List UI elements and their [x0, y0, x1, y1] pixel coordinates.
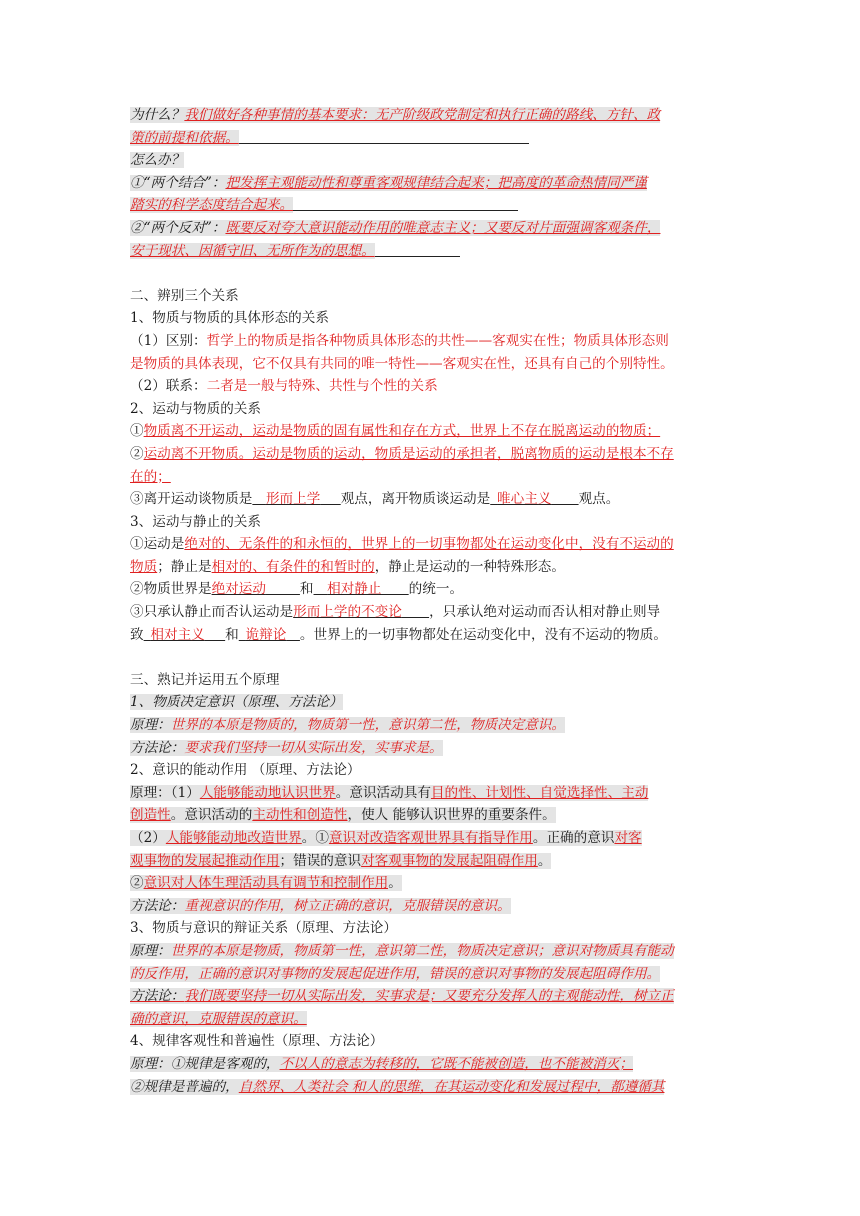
blank-line: [375, 242, 460, 257]
answer-text: 把发挥主观能动性和尊重客观规律结合起来；把高度的革命热情同严谨: [225, 174, 647, 191]
doc-line: [130, 940, 732, 963]
text: ①“两个结合”：: [130, 174, 226, 191]
doc-line: [130, 827, 732, 850]
text: ，只承认绝对运动而否认相对静止则导: [429, 604, 661, 621]
doc-line: [130, 624, 732, 647]
answer-text: 主动性和创造性: [252, 807, 348, 824]
answer-text: 绝对的、无条件的和永恒的，世界上的一切事物都处在运动变化中，没有不运动的: [184, 536, 674, 553]
doc-line: [130, 443, 732, 466]
text: 原理：: [130, 717, 171, 734]
answer-text: 相对主义: [150, 626, 205, 643]
answer-text: 策的前提和依据。: [130, 129, 239, 146]
answer-text: 创造性: [130, 807, 171, 824]
answer-text: 我们既要坚持一切从实际出发，实事求是；又要充分发挥人的主观能动性，树立正: [184, 988, 674, 1005]
text: 的统一。: [408, 581, 464, 598]
answer-text: 相对静止: [327, 581, 382, 598]
doc-line: [130, 804, 732, 827]
text: 和: [299, 581, 314, 598]
answer-text: 物质: [130, 558, 158, 575]
text: ②: [130, 445, 144, 462]
answer-text: 二者是一般与特殊、共性与个性的关系: [206, 378, 438, 395]
text: ；错误的意识: [279, 852, 362, 869]
doc-line: [130, 1008, 732, 1031]
text: 方法论：: [130, 988, 185, 1005]
text: ②物质世界是: [130, 581, 212, 598]
doc-line: [130, 194, 732, 217]
doc-line: [130, 488, 732, 511]
text: 为什么？: [130, 107, 185, 123]
doc-line: 是物质的具体表现，它不仅具有共同的唯一特性——客观实在性，还具有自己的个别特性。: [130, 355, 674, 372]
text: 致: [130, 626, 144, 643]
doc-line: [130, 420, 732, 443]
doc-line: [130, 1053, 732, 1076]
answer-text: 形而上学的不变论: [293, 604, 402, 621]
doc-line: [130, 850, 732, 873]
section-title: 二、辨别三个关系: [130, 287, 239, 304]
text: ，静止是运动的一种特殊形态。: [374, 558, 565, 575]
doc-line: [130, 782, 732, 805]
answer-text: 对客: [614, 830, 642, 846]
blank-line: [293, 196, 518, 211]
doc-line: [130, 895, 732, 918]
answer-text: 既要反对夸大意识能动作用的唯意志主义；又要反对片面强调客观条件，: [225, 219, 661, 236]
text: 。意识活动的: [170, 807, 253, 824]
text: 。世界上的一切事物都处在运动变化中，没有不运动的物质。: [299, 626, 667, 643]
doc-line: [130, 149, 732, 172]
doc-line: [130, 556, 732, 579]
answer-text: 确的意识，克服错误的意识。: [130, 1010, 307, 1027]
doc-line: [130, 127, 732, 150]
answer-text: 目的性、计划性、自觉选择性、主动: [430, 784, 649, 801]
document-page: [130, 104, 732, 1098]
subheading: 1、物质与物质的具体形态的关系: [130, 310, 329, 327]
answer-text: 绝对运动: [211, 581, 266, 598]
doc-line: [130, 375, 732, 398]
answer-text: 自然界、人类社会 和人的思维，在其运动变化和发展过程中，都遵循其: [238, 1078, 665, 1095]
text: 和: [225, 626, 239, 643]
text: ；静止是: [157, 558, 212, 575]
text: （2）联系：: [130, 378, 207, 395]
doc-line: [130, 872, 732, 895]
doc-line: [130, 985, 732, 1008]
doc-line: [130, 172, 732, 195]
text: 。: [537, 852, 552, 869]
answer-text: 我们做好各种事情的基本要求：无产阶级政党制定和执行正确的路线、方针、政: [184, 107, 661, 123]
subheading: 4、规律客观性和普遍性（原理、方法论）: [130, 1033, 384, 1050]
doc-line: [130, 240, 732, 263]
blank-line: [239, 129, 529, 144]
answer-text: 唯心主义: [497, 491, 552, 508]
answer-text: 重视意识的作用，树立正确的意识，克服错误的意识。: [184, 897, 511, 914]
answer-text: 世界的本原是物质，物质第一性，意识第二性，物质决定意识；意识对物质具有能动: [170, 942, 674, 959]
answer-text: 人能够能动地认识世界: [199, 784, 336, 801]
text: 。: [388, 875, 402, 892]
text: ①运动是: [130, 536, 185, 553]
text: 怎么办？: [130, 152, 185, 169]
text: 原理：①规律是客观的，: [130, 1055, 280, 1072]
subheading: 3、物质与意识的辩证关系（原理、方法论）: [130, 920, 397, 937]
text: ②规律是普遍的，: [130, 1078, 239, 1095]
text: 方法论：: [130, 739, 185, 756]
text: 1、物质决定意识（原理、方法论）: [130, 694, 343, 711]
subheading: 3、运动与静止的关系: [130, 513, 261, 530]
text: 观点，离开物质谈运动是: [340, 491, 491, 508]
text: ③离开运动谈物质是: [130, 491, 253, 508]
answer-text: 相对的、有条件的和暂时的: [211, 558, 375, 575]
answer-text: 要求我们坚持一切从实际出发，实事求是。: [184, 739, 443, 756]
text: （2）: [130, 830, 166, 846]
text: ①: [130, 423, 144, 440]
doc-line: [130, 601, 732, 624]
answer-text: 意识对人体生理活动具有调节和控制作用: [143, 875, 389, 892]
answer-text: 世界的本原是物质的，物质第一性，意识第二性，物质决定意识。: [170, 717, 565, 734]
answer-text: 在的；: [130, 468, 171, 485]
answer-text: 不以人的意志为转移的，它既不能被创造，也不能被消灭；: [279, 1055, 633, 1072]
text: 原理：: [130, 942, 171, 959]
doc-line: [130, 217, 732, 240]
text: ，使人 能够认识世界的重要条件。: [347, 807, 556, 824]
answer-text: 的反作用，正确的意识对事物的发展起促进作用，错误的意识对事物的发展起阻碍作用。: [130, 965, 661, 982]
doc-line: [130, 104, 732, 127]
subheading: 2、运动与物质的关系: [130, 400, 261, 417]
doc-line: [130, 533, 732, 556]
subheading: [130, 691, 732, 714]
text: 原理：（1）: [130, 784, 200, 801]
doc-line: [130, 1076, 732, 1099]
doc-line: [130, 578, 732, 601]
subheading: 2、意识的能动作用 （原理、方法论）: [130, 762, 361, 779]
answer-text: 对客观事物的发展起阻碍作用: [361, 852, 538, 869]
text: ③只承认静止而否认运动是: [130, 604, 294, 621]
answer-text: 物质离不开运动，运动是物质的固有属性和存在方式，世界上不存在脱离运动的物质；: [143, 423, 661, 440]
answer-text: 踏实的科学态度结合起来。: [130, 197, 294, 214]
answer-text: 意识对改造客观世界具有指导作用: [328, 830, 533, 846]
doc-line: [130, 963, 732, 986]
answer-text: 形而上学: [265, 491, 321, 508]
doc-line: [130, 330, 732, 353]
doc-line: [130, 466, 732, 489]
answer-text: 安于现状、因循守旧、无所作为的思想。: [130, 242, 375, 259]
answer-text: 人能够能动地改造世界: [165, 830, 302, 846]
text: ②“两个反对”：: [130, 219, 226, 236]
section-title: 三、熟记并运用五个原理: [130, 671, 280, 688]
answer-text: 运动离不开物质。运动是物质的运动，物质是运动的承担者，脱离物质的运动是根本不存: [143, 445, 674, 462]
text: （1）区别：: [130, 332, 207, 349]
text: 观点。: [578, 491, 620, 508]
text: 。正确的意识: [532, 830, 615, 846]
answer-text: 观事物的发展起推动作用: [130, 852, 280, 869]
answer-text: 诡辩论: [245, 626, 287, 643]
text: 方法论：: [130, 897, 185, 914]
text: ②: [130, 875, 144, 892]
text: 。意识活动具有: [335, 784, 431, 801]
answer-text: 哲学上的物质是指各种物质具体形态的共性——客观实在性；物质具体形态则: [206, 332, 669, 349]
doc-line: [130, 714, 732, 737]
text: 。①: [301, 830, 329, 846]
doc-line: [130, 737, 732, 760]
